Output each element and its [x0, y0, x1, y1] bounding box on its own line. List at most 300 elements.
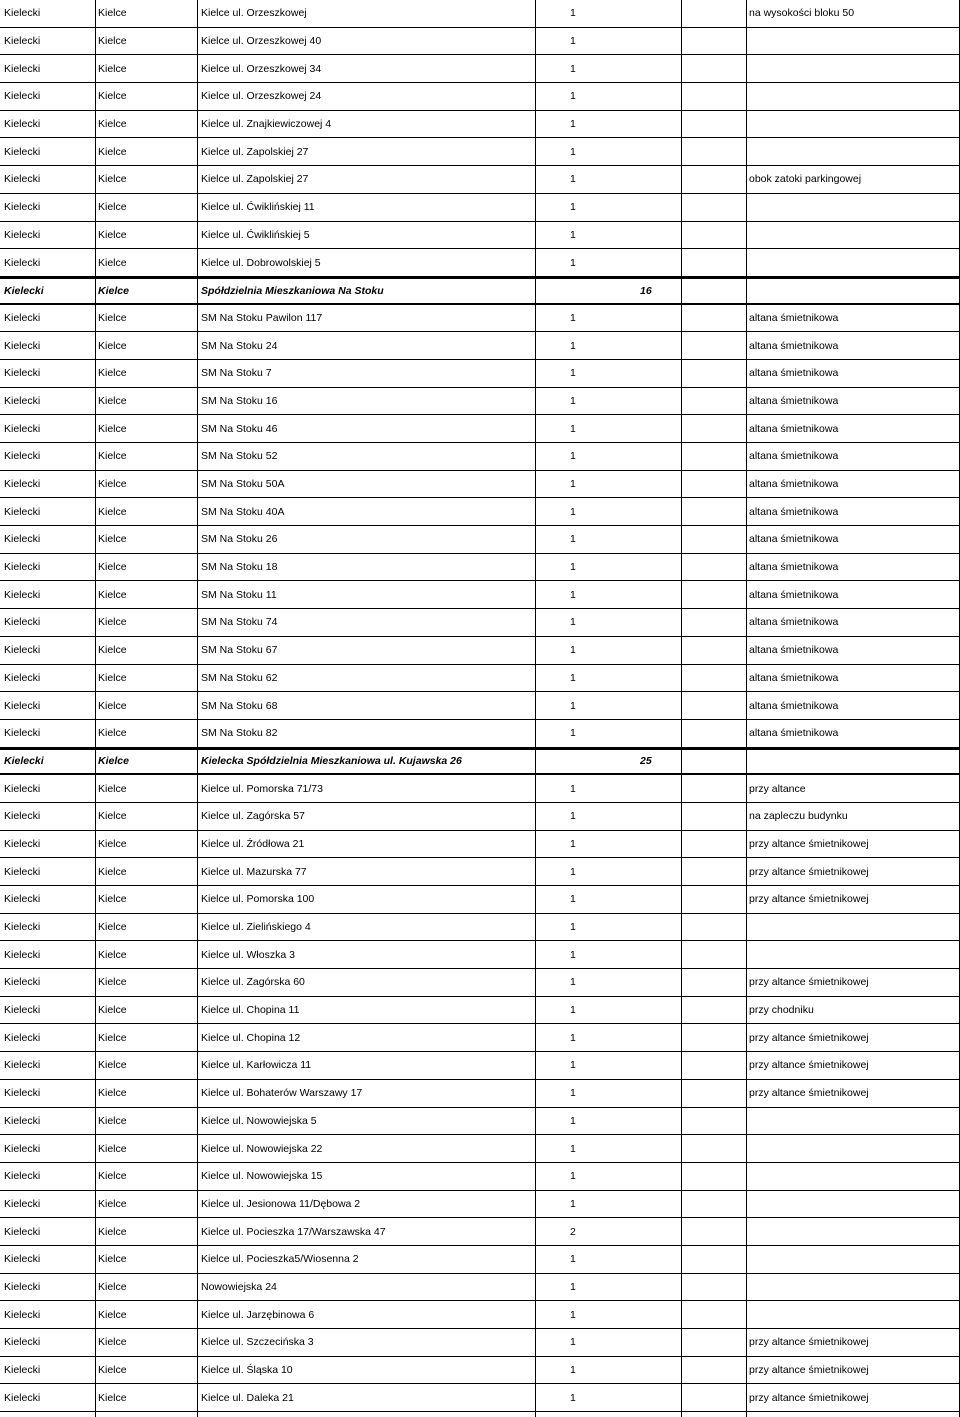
location-cell: Kielce ul. Orzeszkowej 40: [201, 35, 322, 48]
region-cell: Kielecki: [4, 1031, 41, 1044]
quantity-cell: 25: [640, 755, 652, 768]
note-cell: [749, 55, 960, 82]
region-cell: Kielecki: [4, 1087, 41, 1100]
location-cell: Kielce ul. Jarzębinowa 6: [201, 1308, 315, 1321]
note-cell: przy altance śmietnikowej: [749, 1391, 869, 1404]
table-row: [0, 554, 960, 582]
location-cell: Kielce ul. Nowowiejska 5: [201, 1114, 317, 1127]
quantity-cell: 1: [570, 311, 576, 324]
city-cell: Kielce: [98, 533, 127, 546]
table-row: [0, 1218, 960, 1246]
note-cell: przy altance śmietnikowej: [749, 1087, 869, 1100]
location-cell: Nowowiejska 24: [201, 1280, 277, 1293]
city-cell: Kielce: [98, 35, 127, 48]
note-cell: przy altance śmietnikowej: [749, 1031, 869, 1044]
note-cell: [749, 1246, 960, 1273]
note-cell: altana śmietnikowa: [749, 616, 839, 629]
city-cell: Kielce: [98, 1225, 127, 1238]
region-cell: Kielecki: [4, 1364, 41, 1377]
region-cell: Kielecki: [4, 755, 44, 768]
quantity-cell: 1: [570, 588, 576, 601]
note-cell: altana śmietnikowa: [749, 450, 839, 463]
region-cell: Kielecki: [4, 810, 41, 823]
note-cell: altana śmietnikowa: [749, 588, 839, 601]
table-row: [0, 471, 960, 499]
city-cell: Kielce: [98, 644, 127, 657]
city-cell: Kielce: [98, 561, 127, 574]
table-row: [0, 969, 960, 997]
table-row: [0, 914, 960, 942]
city-cell: Kielce: [98, 450, 127, 463]
city-cell: Kielce: [98, 394, 127, 407]
region-cell: Kielecki: [4, 505, 41, 518]
region-cell: Kielecki: [4, 284, 44, 297]
city-cell: Kielce: [98, 588, 127, 601]
city-cell: Kielce: [98, 1142, 127, 1155]
city-cell: Kielce: [98, 1170, 127, 1183]
location-cell: SM Na Stoku 62: [201, 671, 278, 684]
table-row: [0, 1108, 960, 1136]
note-cell: [749, 1135, 960, 1162]
location-cell: Kielce ul. Zapolskiej 27: [201, 173, 309, 186]
note-cell: altana śmietnikowa: [749, 422, 839, 435]
city-cell: Kielce: [98, 90, 127, 103]
region-cell: Kielecki: [4, 1336, 41, 1349]
quantity-cell: 1: [570, 644, 576, 657]
note-cell: [749, 914, 960, 941]
quantity-cell: 1: [570, 1253, 576, 1266]
table-row: [0, 665, 960, 693]
table-row: [0, 1246, 960, 1274]
region-cell: Kielecki: [4, 837, 41, 850]
table-row: [0, 138, 960, 166]
location-cell: Kielce ul. Zielińskiego 4: [201, 921, 311, 934]
note-cell: altana śmietnikowa: [749, 478, 839, 491]
table-row: [0, 775, 960, 803]
region-cell: Kielecki: [4, 699, 41, 712]
table-row: [0, 803, 960, 831]
quantity-cell: 1: [570, 478, 576, 491]
city-cell: Kielce: [98, 1364, 127, 1377]
region-cell: Kielecki: [4, 1170, 41, 1183]
location-cell: Kielce ul. Ćwiklińskiej 11: [201, 201, 315, 214]
quantity-cell: 1: [570, 727, 576, 740]
region-cell: Kielecki: [4, 1142, 41, 1155]
quantity-cell: 1: [570, 837, 576, 850]
city-cell: Kielce: [98, 505, 127, 518]
table-row: [0, 692, 960, 720]
quantity-cell: 1: [570, 339, 576, 352]
location-cell: Kielce ul. Orzeszkowej 24: [201, 90, 322, 103]
region-cell: Kielecki: [4, 256, 41, 269]
quantity-cell: 1: [570, 865, 576, 878]
note-cell: [749, 1191, 960, 1218]
quantity-cell: 1: [570, 256, 576, 269]
region-cell: Kielecki: [4, 173, 41, 186]
note-cell: na wysokości bloku 50: [749, 7, 855, 20]
quantity-cell: 1: [570, 699, 576, 712]
quantity-cell: 1: [570, 367, 576, 380]
table-row: [0, 249, 960, 277]
city-cell: Kielce: [98, 727, 127, 740]
table-row: [0, 55, 960, 83]
table-row: [0, 332, 960, 360]
region-cell: Kielecki: [4, 561, 41, 574]
table-row: [0, 1163, 960, 1191]
note-cell: altana śmietnikowa: [749, 394, 839, 407]
table-row: [0, 166, 960, 194]
quantity-cell: 1: [570, 671, 576, 684]
location-cell: Kielce ul. Włoszka 3: [201, 948, 295, 961]
city-cell: Kielce: [98, 201, 127, 214]
location-cell: Kielce ul. Pocieszka5/Wiosenna 2: [201, 1253, 359, 1266]
grid-line: [197, 0, 198, 1417]
table-row: [0, 526, 960, 554]
location-cell: SM Na Stoku 46: [201, 422, 278, 435]
quantity-cell: 1: [570, 1031, 576, 1044]
note-cell: [749, 1274, 960, 1301]
table-row: [0, 498, 960, 526]
city-cell: Kielce: [98, 339, 127, 352]
location-cell: SM Na Stoku 67: [201, 644, 278, 657]
city-cell: Kielce: [98, 671, 127, 684]
city-cell: Kielce: [98, 810, 127, 823]
note-cell: altana śmietnikowa: [749, 311, 839, 324]
city-cell: Kielce: [98, 62, 127, 75]
quantity-cell: 1: [570, 976, 576, 989]
city-cell: Kielce: [98, 367, 127, 380]
note-cell: [749, 111, 960, 138]
quantity-cell: 1: [570, 62, 576, 75]
region-cell: Kielecki: [4, 311, 41, 324]
location-cell: Kielce ul. Ćwiklińskiej 5: [201, 228, 310, 241]
location-cell: Kielce ul. Orzeszkowej 34: [201, 62, 322, 75]
region-cell: Kielecki: [4, 90, 41, 103]
table-row: [0, 997, 960, 1025]
location-cell: Kielce ul. Śląska 10: [201, 1364, 293, 1377]
location-cell: Kielce ul. Pomorska 71/73: [201, 782, 323, 795]
location-cell: Kielce ul. Zagórska 57: [201, 810, 305, 823]
note-cell: przy altance śmietnikowej: [749, 1364, 869, 1377]
grid-line: [535, 0, 536, 1417]
region-cell: Kielecki: [4, 893, 41, 906]
note-cell: [749, 941, 960, 968]
location-cell: Kielce ul. Chopina 11: [201, 1004, 300, 1017]
region-cell: Kielecki: [4, 727, 41, 740]
note-cell: altana śmietnikowa: [749, 339, 839, 352]
note-cell: przy chodniku: [749, 1004, 814, 1017]
note-cell: przy altance śmietnikowej: [749, 1336, 869, 1349]
table-row: [0, 941, 960, 969]
note-cell: [749, 1108, 960, 1135]
city-cell: Kielce: [98, 145, 127, 158]
note-cell: [749, 83, 960, 110]
quantity-cell: 1: [570, 450, 576, 463]
region-cell: Kielecki: [4, 394, 41, 407]
quantity-cell: 1: [570, 35, 576, 48]
city-cell: Kielce: [98, 1253, 127, 1266]
city-cell: Kielce: [98, 1197, 127, 1210]
note-cell: przy altance śmietnikowej: [749, 893, 869, 906]
region-cell: Kielecki: [4, 118, 41, 131]
table-row: [0, 1301, 960, 1329]
table-row: [0, 1024, 960, 1052]
quantity-cell: 1: [570, 1170, 576, 1183]
region-cell: Kielecki: [4, 478, 41, 491]
location-cell: Kielce ul. Jesionowa 11/Dębowa 2: [201, 1197, 361, 1210]
region-cell: Kielecki: [4, 976, 41, 989]
region-cell: Kielecki: [4, 201, 41, 214]
quantity-cell: 1: [570, 1280, 576, 1293]
location-cell: Kielce ul. Nowowiejska 15: [201, 1170, 323, 1183]
quantity-cell: 1: [570, 1142, 576, 1155]
quantity-cell: 1: [570, 422, 576, 435]
quantity-cell: 1: [570, 782, 576, 795]
quantity-cell: 1: [570, 1308, 576, 1321]
location-cell: Kielce ul. Bohaterów Warszawy 17: [201, 1087, 363, 1100]
region-cell: Kielecki: [4, 1253, 41, 1266]
note-cell: altana śmietnikowa: [749, 699, 839, 712]
quantity-cell: 1: [570, 1197, 576, 1210]
city-cell: Kielce: [98, 1308, 127, 1321]
quantity-cell: 1: [570, 201, 576, 214]
quantity-cell: 2: [570, 1225, 576, 1238]
note-cell: przy altance śmietnikowej: [749, 1059, 869, 1072]
table-row: [0, 111, 960, 139]
quantity-cell: 1: [570, 1391, 576, 1404]
note-cell: altana śmietnikowa: [749, 561, 839, 574]
city-cell: Kielce: [98, 1004, 127, 1017]
city-cell: Kielce: [98, 699, 127, 712]
city-cell: Kielce: [98, 256, 127, 269]
quantity-cell: 1: [570, 1004, 576, 1017]
region-cell: Kielecki: [4, 616, 41, 629]
table-row: [0, 0, 960, 28]
city-cell: Kielce: [98, 837, 127, 850]
region-cell: Kielecki: [4, 865, 41, 878]
city-cell: Kielce: [98, 1059, 127, 1072]
note-cell: altana śmietnikowa: [749, 644, 839, 657]
region-cell: Kielecki: [4, 145, 41, 158]
table-row: [0, 1357, 960, 1385]
note-cell: przy altance śmietnikowej: [749, 865, 869, 878]
location-cell: SM Na Stoku 7: [201, 367, 272, 380]
grid-line: [95, 0, 96, 1417]
table-row: [0, 1052, 960, 1080]
region-cell: Kielecki: [4, 367, 41, 380]
location-cell: SM Na Stoku 40A: [201, 505, 285, 518]
region-cell: Kielecki: [4, 422, 41, 435]
city-cell: Kielce: [98, 921, 127, 934]
location-cell: Kielce ul. Szczecińska 3: [201, 1336, 314, 1349]
table-row: [0, 609, 960, 637]
location-cell: Kielce ul. Źródłowa 21: [201, 837, 305, 850]
location-cell: Kielce ul. Orzeszkowej: [201, 7, 307, 20]
location-cell: Kielce ul. Nowowiejska 22: [201, 1142, 323, 1155]
location-cell: SM Na Stoku 16: [201, 394, 278, 407]
location-cell: SM Na Stoku Pawilon 117: [201, 311, 323, 324]
quantity-cell: 1: [570, 1114, 576, 1127]
table-row: [0, 858, 960, 886]
location-cell: SM Na Stoku 26: [201, 533, 278, 546]
note-cell: na zapleczu budynku: [749, 810, 848, 823]
city-cell: Kielce: [98, 616, 127, 629]
group-row: [0, 748, 960, 776]
quantity-cell: 1: [570, 948, 576, 961]
table-row: [0, 831, 960, 859]
region-cell: Kielecki: [4, 228, 41, 241]
note-cell: [749, 1218, 960, 1245]
quantity-cell: 16: [640, 284, 652, 297]
quantity-cell: 1: [570, 118, 576, 131]
region-cell: Kielecki: [4, 1114, 41, 1127]
quantity-cell: 1: [570, 616, 576, 629]
location-cell: SM Na Stoku 11: [201, 588, 277, 601]
note-cell: altana śmietnikowa: [749, 533, 839, 546]
table-row: [0, 886, 960, 914]
note-cell: obok zatoki parkingowej: [749, 173, 862, 186]
note-cell: [749, 1163, 960, 1190]
region-cell: Kielecki: [4, 1059, 41, 1072]
quantity-cell: 1: [570, 921, 576, 934]
note-cell: [749, 28, 960, 55]
note-cell: przy altance: [749, 782, 806, 795]
region-cell: Kielecki: [4, 62, 41, 75]
quantity-cell: 1: [570, 394, 576, 407]
region-cell: Kielecki: [4, 1197, 41, 1210]
group-row: [0, 277, 960, 305]
city-cell: Kielce: [98, 1031, 127, 1044]
location-cell: Kielce ul. Mazurska 77: [201, 865, 307, 878]
region-cell: Kielecki: [4, 7, 41, 20]
quantity-cell: 1: [570, 1087, 576, 1100]
city-cell: Kielce: [98, 284, 129, 297]
quantity-cell: 1: [570, 1364, 576, 1377]
table-row: [0, 1080, 960, 1108]
region-cell: Kielecki: [4, 339, 41, 352]
city-cell: Kielce: [98, 893, 127, 906]
city-cell: Kielce: [98, 1280, 127, 1293]
table-row: [0, 637, 960, 665]
quantity-cell: 1: [570, 145, 576, 158]
region-cell: Kielecki: [4, 1004, 41, 1017]
table-row: [0, 222, 960, 250]
location-cell: SM Na Stoku 82: [201, 727, 278, 740]
table-row: [0, 1329, 960, 1357]
table-row: [0, 1135, 960, 1163]
table-row: [0, 1274, 960, 1302]
location-cell: Kielce ul. Pomorska 100: [201, 893, 315, 906]
city-cell: Kielce: [98, 173, 127, 186]
location-cell: SM Na Stoku 24: [201, 339, 278, 352]
location-cell: SM Na Stoku 18: [201, 561, 278, 574]
city-cell: Kielce: [98, 228, 127, 241]
quantity-cell: 1: [570, 505, 576, 518]
table-row: [0, 360, 960, 388]
location-cell: Kielecka Spółdzielnia Mieszkaniowa ul. Kujawska 26: [201, 755, 462, 768]
region-cell: Kielecki: [4, 450, 41, 463]
city-cell: Kielce: [98, 782, 127, 795]
quantity-cell: 1: [570, 533, 576, 546]
note-cell: [749, 194, 960, 221]
location-cell: Kielce ul. Pocieszka 17/Warszawska 47: [201, 1225, 386, 1238]
city-cell: Kielce: [98, 478, 127, 491]
city-cell: Kielce: [98, 422, 127, 435]
grid-line: [746, 0, 747, 1417]
location-cell: Kielce ul. Dobrowolskiej 5: [201, 256, 321, 269]
region-cell: Kielecki: [4, 35, 41, 48]
location-cell: Spółdzielnia Mieszkaniowa Na Stoku: [201, 284, 384, 297]
quantity-cell: 1: [570, 173, 576, 186]
region-cell: Kielecki: [4, 1225, 41, 1238]
table-row: [0, 720, 960, 748]
table-row: [0, 581, 960, 609]
location-cell: SM Na Stoku 68: [201, 699, 278, 712]
city-cell: Kielce: [98, 1087, 127, 1100]
city-cell: Kielce: [98, 1391, 127, 1404]
table-row: [0, 415, 960, 443]
location-cell: SM Na Stoku 52: [201, 450, 278, 463]
quantity-cell: 1: [570, 561, 576, 574]
region-cell: Kielecki: [4, 1280, 41, 1293]
note-cell: [749, 750, 960, 774]
city-cell: Kielce: [98, 1114, 127, 1127]
note-cell: [749, 1301, 960, 1328]
region-cell: Kielecki: [4, 1308, 41, 1321]
location-cell: Kielce ul. Karłowicza 11: [201, 1059, 312, 1072]
region-cell: Kielecki: [4, 948, 41, 961]
city-cell: Kielce: [98, 755, 129, 768]
city-cell: Kielce: [98, 948, 127, 961]
table-row: [0, 388, 960, 416]
location-cell: Kielce ul. Chopina 12: [201, 1031, 301, 1044]
note-cell: altana śmietnikowa: [749, 505, 839, 518]
note-cell: altana śmietnikowa: [749, 727, 839, 740]
table-row: [0, 83, 960, 111]
region-cell: Kielecki: [4, 533, 41, 546]
city-cell: Kielce: [98, 311, 127, 324]
region-cell: Kielecki: [4, 588, 41, 601]
quantity-cell: 1: [570, 1059, 576, 1072]
location-cell: Kielce ul. Znajkiewiczowej 4: [201, 118, 332, 131]
note-cell: [749, 279, 960, 303]
city-cell: Kielce: [98, 7, 127, 20]
region-cell: Kielecki: [4, 1391, 41, 1404]
note-cell: [749, 249, 960, 276]
city-cell: Kielce: [98, 1336, 127, 1349]
note-cell: [749, 138, 960, 165]
table-row: [0, 1384, 960, 1412]
table-row: [0, 28, 960, 56]
quantity-cell: 1: [570, 228, 576, 241]
note-cell: przy altance śmietnikowej: [749, 837, 869, 850]
quantity-cell: 1: [570, 893, 576, 906]
note-cell: przy altance śmietnikowej: [749, 976, 869, 989]
table-row: [0, 443, 960, 471]
quantity-cell: 1: [570, 7, 576, 20]
location-cell: Kielce ul. Zapolskiej 27: [201, 145, 309, 158]
quantity-cell: 1: [570, 1336, 576, 1349]
city-cell: Kielce: [98, 865, 127, 878]
location-cell: Kielce ul. Daleka 21: [201, 1391, 294, 1404]
note-cell: altana śmietnikowa: [749, 671, 839, 684]
note-cell: altana śmietnikowa: [749, 367, 839, 380]
note-cell: [749, 222, 960, 249]
quantity-cell: 1: [570, 90, 576, 103]
region-cell: Kielecki: [4, 671, 41, 684]
table-row: [0, 305, 960, 333]
table-row: [0, 1191, 960, 1219]
